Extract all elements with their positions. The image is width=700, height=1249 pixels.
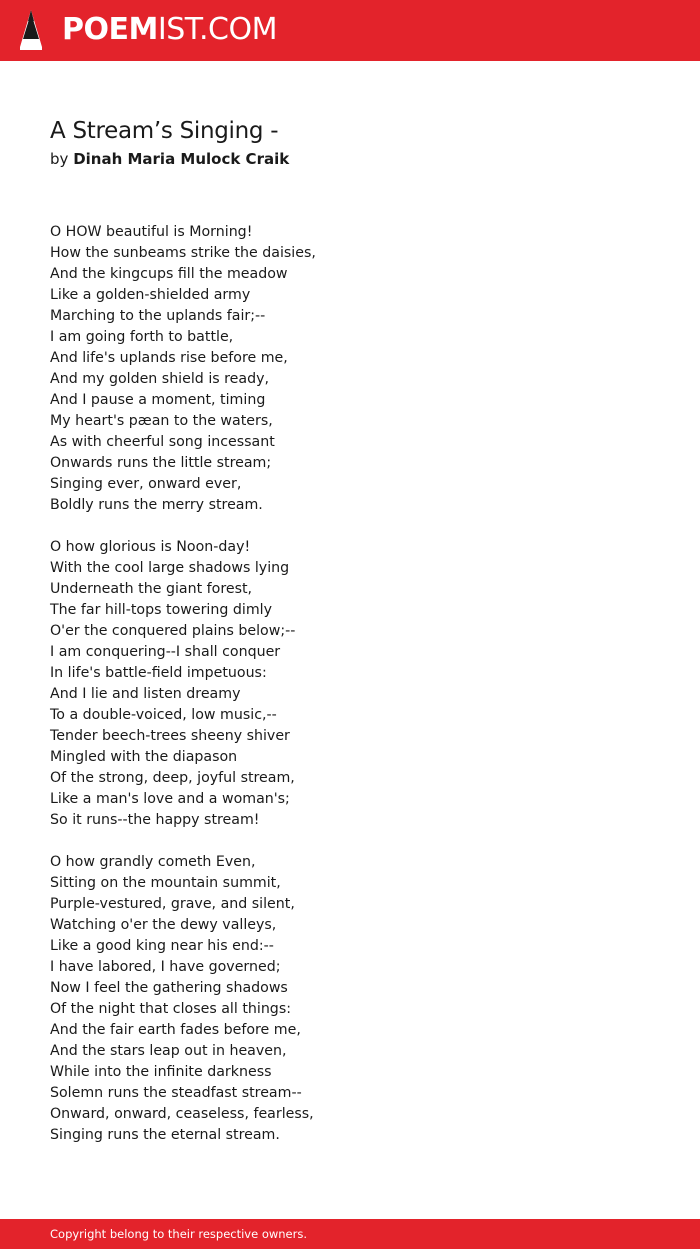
poem-line: Of the strong, deep, joyful stream,	[50, 770, 295, 786]
poem-byline	[50, 148, 650, 170]
poem-line: Singing runs the eternal stream.	[50, 1127, 280, 1143]
poem-line: With the cool large shadows lying	[50, 560, 290, 576]
poem-line: As with cheerful song incessant	[50, 434, 275, 450]
poem-stanza	[50, 852, 650, 1146]
poem-stanza	[50, 222, 650, 516]
copyright-text: Copyright belong to their respective owners.	[50, 1227, 308, 1241]
poem-line: Like a good king near his end:--	[50, 938, 274, 954]
poem-line: My heart's pæan to the waters,	[50, 413, 273, 429]
poem-line: So it runs--the happy stream!	[50, 812, 260, 828]
poem-line: While into the infinite darkness	[50, 1064, 272, 1080]
poem-line: O how glorious is Noon-day!	[50, 539, 251, 555]
poem-line: I have labored, I have governed;	[50, 959, 281, 975]
poem-line: Underneath the giant forest,	[50, 581, 253, 597]
poem-line: To a double-voiced, low music,--	[50, 707, 277, 723]
poem-line: How the sunbeams strike the daisies,	[50, 245, 316, 261]
poem-line: And I lie and listen dreamy	[50, 686, 241, 702]
by-label: by	[50, 150, 69, 168]
poem-line: O'er the conquered plains below;--	[50, 623, 296, 639]
poem-stanza	[50, 537, 650, 831]
poem-line: Tender beech-trees sheeny shiver	[50, 728, 290, 744]
poem-line: Now I feel the gathering shadows	[50, 980, 288, 996]
poem-line: And I pause a moment, timing	[50, 392, 266, 408]
logo-bold-text: POEM	[62, 12, 158, 47]
poem-line: And the kingcups fill the meadow	[50, 266, 288, 282]
logo-light-text: IST.COM	[157, 12, 277, 47]
poem-line: Watching o'er the dewy valleys,	[50, 917, 277, 933]
poem-line: Sitting on the mountain summit,	[50, 875, 281, 891]
poem-content	[50, 114, 650, 1167]
poem-line: O how grandly cometh Even,	[50, 854, 256, 870]
poem-title: A Stream’s Singing -	[50, 118, 279, 144]
pencil-tip-icon[interactable]	[18, 9, 44, 51]
poem-line: Boldly runs the merry stream.	[50, 497, 263, 513]
poem-line: I am conquering--I shall conquer	[50, 644, 281, 660]
poem-line: And the stars leap out in heaven,	[50, 1043, 287, 1059]
site-footer	[0, 1219, 700, 1249]
poem-line: Like a golden-shielded army	[50, 287, 251, 303]
poem-line: In life's battle-field impetuous:	[50, 665, 267, 681]
poem-line: Like a man's love and a woman's;	[50, 791, 290, 807]
site-header	[0, 0, 700, 61]
poem-line: Purple-vestured, grave, and silent,	[50, 896, 295, 912]
poem-line: Onward, onward, ceaseless, fearless,	[50, 1106, 314, 1122]
poem-line: Mingled with the diapason	[50, 749, 238, 765]
poem-line: O HOW beautiful is Morning!	[50, 224, 253, 240]
poem-line: And life's uplands rise before me,	[50, 350, 288, 366]
poem-line: Of the night that closes all things:	[50, 1001, 291, 1017]
poem-line: And my golden shield is ready,	[50, 371, 270, 387]
site-logo[interactable]	[62, 12, 277, 48]
poem-line: Solemn runs the steadfast stream--	[50, 1085, 302, 1101]
poem-line: And the fair earth fades before me,	[50, 1022, 301, 1038]
poem-line: Onwards runs the little stream;	[50, 455, 272, 471]
poem-line: I am going forth to battle,	[50, 329, 234, 345]
poem-line: Singing ever, onward ever,	[50, 476, 242, 492]
poem-line: Marching to the uplands fair;--	[50, 308, 266, 324]
poem-line: The far hill-tops towering dimly	[50, 602, 272, 618]
poem-author: Dinah Maria Mulock Craik	[73, 150, 290, 168]
poem-body	[50, 222, 650, 1146]
